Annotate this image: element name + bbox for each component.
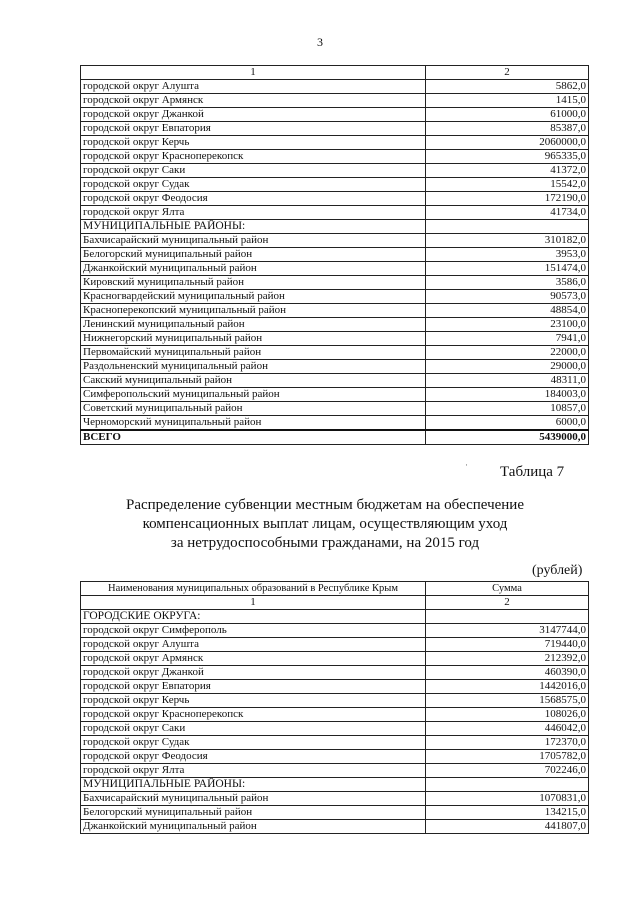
row-amount-cell: 7941,0 [426,332,589,346]
row-amount-cell: 151474,0 [426,262,589,276]
row-amount-cell: 184003,0 [426,388,589,402]
table-row [81,722,589,736]
table-row [81,792,589,806]
table-row [81,178,589,192]
header-name: Наименования муниципальных образований в Республике Крым [81,582,426,596]
column-number-1: 1 [81,596,426,610]
total-row [81,430,589,445]
column-number-row [81,596,589,610]
row-name-cell: городской округ Саки [81,164,426,178]
row-amount-cell: 172190,0 [426,192,589,206]
row-amount-cell [426,220,589,234]
row-amount-cell: 41372,0 [426,164,589,178]
row-amount-cell: 172370,0 [426,736,589,750]
row-name-cell: городской округ Феодосия [81,192,426,206]
row-name-cell: городской округ Феодосия [81,750,426,764]
table-row [81,234,589,248]
table-row [81,290,589,304]
row-amount-cell: 5439000,0 [426,430,589,445]
row-name-cell: Белогорский муниципальный район [81,248,426,262]
row-amount-cell: 1070831,0 [426,792,589,806]
group-row [81,220,589,234]
row-amount-cell [426,610,589,624]
row-amount-cell: 1442016,0 [426,680,589,694]
row-amount-cell: 702246,0 [426,764,589,778]
table-row [81,332,589,346]
table-row [81,708,589,722]
row-name-cell: Раздольненский муниципальный район [81,360,426,374]
row-amount-cell: 23100,0 [426,318,589,332]
table-row [81,402,589,416]
table-row [81,94,589,108]
table-row [81,318,589,332]
row-name-cell: Красноперекопский муниципальный район [81,304,426,318]
table-row [81,248,589,262]
row-name-cell: городской округ Армянск [81,94,426,108]
row-amount-cell: 310182,0 [426,234,589,248]
row-amount-cell: 41734,0 [426,206,589,220]
row-name-cell: Кировский муниципальный район [81,276,426,290]
row-amount-cell: 719440,0 [426,638,589,652]
table-row [81,374,589,388]
title-line-1: Распределение субвенции местным бюджетам на обеспечение [126,497,524,513]
row-name-cell: МУНИЦИПАЛЬНЫЕ РАЙОНЫ: [81,778,426,792]
row-name-cell: Джанкойский муниципальный район [81,820,426,834]
row-name-cell: городской округ Армянск [81,652,426,666]
table-row [81,136,589,150]
header-sum: Сумма [426,582,589,596]
row-name-cell: Джанкойский муниципальный район [81,262,426,276]
row-amount-cell: 22000,0 [426,346,589,360]
row-name-cell: МУНИЦИПАЛЬНЫЕ РАЙОНЫ: [81,220,426,234]
row-name-cell: Бахчисарайский муниципальный район [81,792,426,806]
row-name-cell: городской округ Красноперекопск [81,150,426,164]
row-amount-cell: 134215,0 [426,806,589,820]
row-amount-cell: 212392,0 [426,652,589,666]
table-label: Таблица 7 [500,464,565,480]
row-name-cell: городской округ Судак [81,178,426,192]
row-amount-cell: 48311,0 [426,374,589,388]
units-label: (рублей) [532,563,583,578]
table-row [81,652,589,666]
row-amount-cell: 61000,0 [426,108,589,122]
row-amount-cell: 3953,0 [426,248,589,262]
title-line-2: компенсационных выплат лицам, осуществляющим уход [142,516,508,532]
group-row [81,610,589,624]
row-name-cell: городской округ Керчь [81,694,426,708]
row-amount-cell: 85387,0 [426,122,589,136]
row-amount-cell: 6000,0 [426,416,589,431]
row-amount-cell: 29000,0 [426,360,589,374]
table-row [81,164,589,178]
scan-mark: · [465,460,468,470]
row-amount-cell: 5862,0 [426,80,589,94]
row-name-cell: городской округ Алушта [81,638,426,652]
table-row [81,750,589,764]
table-row [81,820,589,834]
row-name-cell: городской округ Евпатория [81,680,426,694]
row-name-cell: Советский муниципальный район [81,402,426,416]
table-title [100,496,550,553]
table-row [81,624,589,638]
table-row [81,304,589,318]
row-name-cell: Красногвардейский муниципальный район [81,290,426,304]
row-amount-cell: 2060000,0 [426,136,589,150]
row-name-cell: городской округ Симферополь [81,624,426,638]
row-amount-cell: 10857,0 [426,402,589,416]
row-amount-cell: 3147744,0 [426,624,589,638]
row-name-cell: Бахчисарайский муниципальный район [81,234,426,248]
table-row [81,388,589,402]
table-row [81,806,589,820]
row-amount-cell: 15542,0 [426,178,589,192]
table-row [81,680,589,694]
table-row [81,80,589,94]
header-row [81,582,589,596]
table-row [81,122,589,136]
row-name-cell: городской округ Евпатория [81,122,426,136]
page-number: 3 [317,35,323,49]
row-name-cell: Нижнегорский муниципальный район [81,332,426,346]
row-name-cell: городской округ Красноперекопск [81,708,426,722]
row-name-cell: ВСЕГО [81,430,426,445]
table-row [81,108,589,122]
table-row [81,360,589,374]
column-number-1: 1 [81,66,426,80]
table-6-continuation [80,65,589,445]
row-amount-cell: 108026,0 [426,708,589,722]
row-amount-cell: 90573,0 [426,290,589,304]
table-row [81,666,589,680]
row-amount-cell [426,778,589,792]
table-row [81,694,589,708]
table-row [81,276,589,290]
row-name-cell: Первомайский муниципальный район [81,346,426,360]
row-name-cell: городской округ Джанкой [81,666,426,680]
row-amount-cell: 48854,0 [426,304,589,318]
table-row [81,192,589,206]
row-name-cell: городской округ Ялта [81,764,426,778]
table-row [81,346,589,360]
row-amount-cell: 460390,0 [426,666,589,680]
row-amount-cell: 446042,0 [426,722,589,736]
column-number-2: 2 [426,596,589,610]
table-row [81,416,589,431]
table-row [81,736,589,750]
row-name-cell: Белогорский муниципальный район [81,806,426,820]
title-line-3: за нетрудоспособными гражданами, на 2015 год [170,535,480,551]
row-name-cell: городской округ Судак [81,736,426,750]
row-name-cell: городской округ Саки [81,722,426,736]
group-row [81,778,589,792]
row-amount-cell: 3586,0 [426,276,589,290]
row-name-cell: городской округ Алушта [81,80,426,94]
row-amount-cell: 1415,0 [426,94,589,108]
row-amount-cell: 965335,0 [426,150,589,164]
row-name-cell: городской округ Ялта [81,206,426,220]
row-name-cell: ГОРОДСКИЕ ОКРУГА: [81,610,426,624]
column-number-row [81,66,589,80]
column-number-2: 2 [426,66,589,80]
table-row [81,638,589,652]
row-name-cell: Ленинский муниципальный район [81,318,426,332]
row-amount-cell: 1705782,0 [426,750,589,764]
row-name-cell: городской округ Керчь [81,136,426,150]
table-7 [80,581,589,834]
table-row [81,764,589,778]
table-row [81,206,589,220]
row-name-cell: Симферопольский муниципальный район [81,388,426,402]
row-name-cell: Сакский муниципальный район [81,374,426,388]
row-name-cell: городской округ Джанкой [81,108,426,122]
table-row [81,150,589,164]
row-amount-cell: 1568575,0 [426,694,589,708]
table-row [81,262,589,276]
row-name-cell: Черноморский муниципальный район [81,416,426,431]
row-amount-cell: 441807,0 [426,820,589,834]
